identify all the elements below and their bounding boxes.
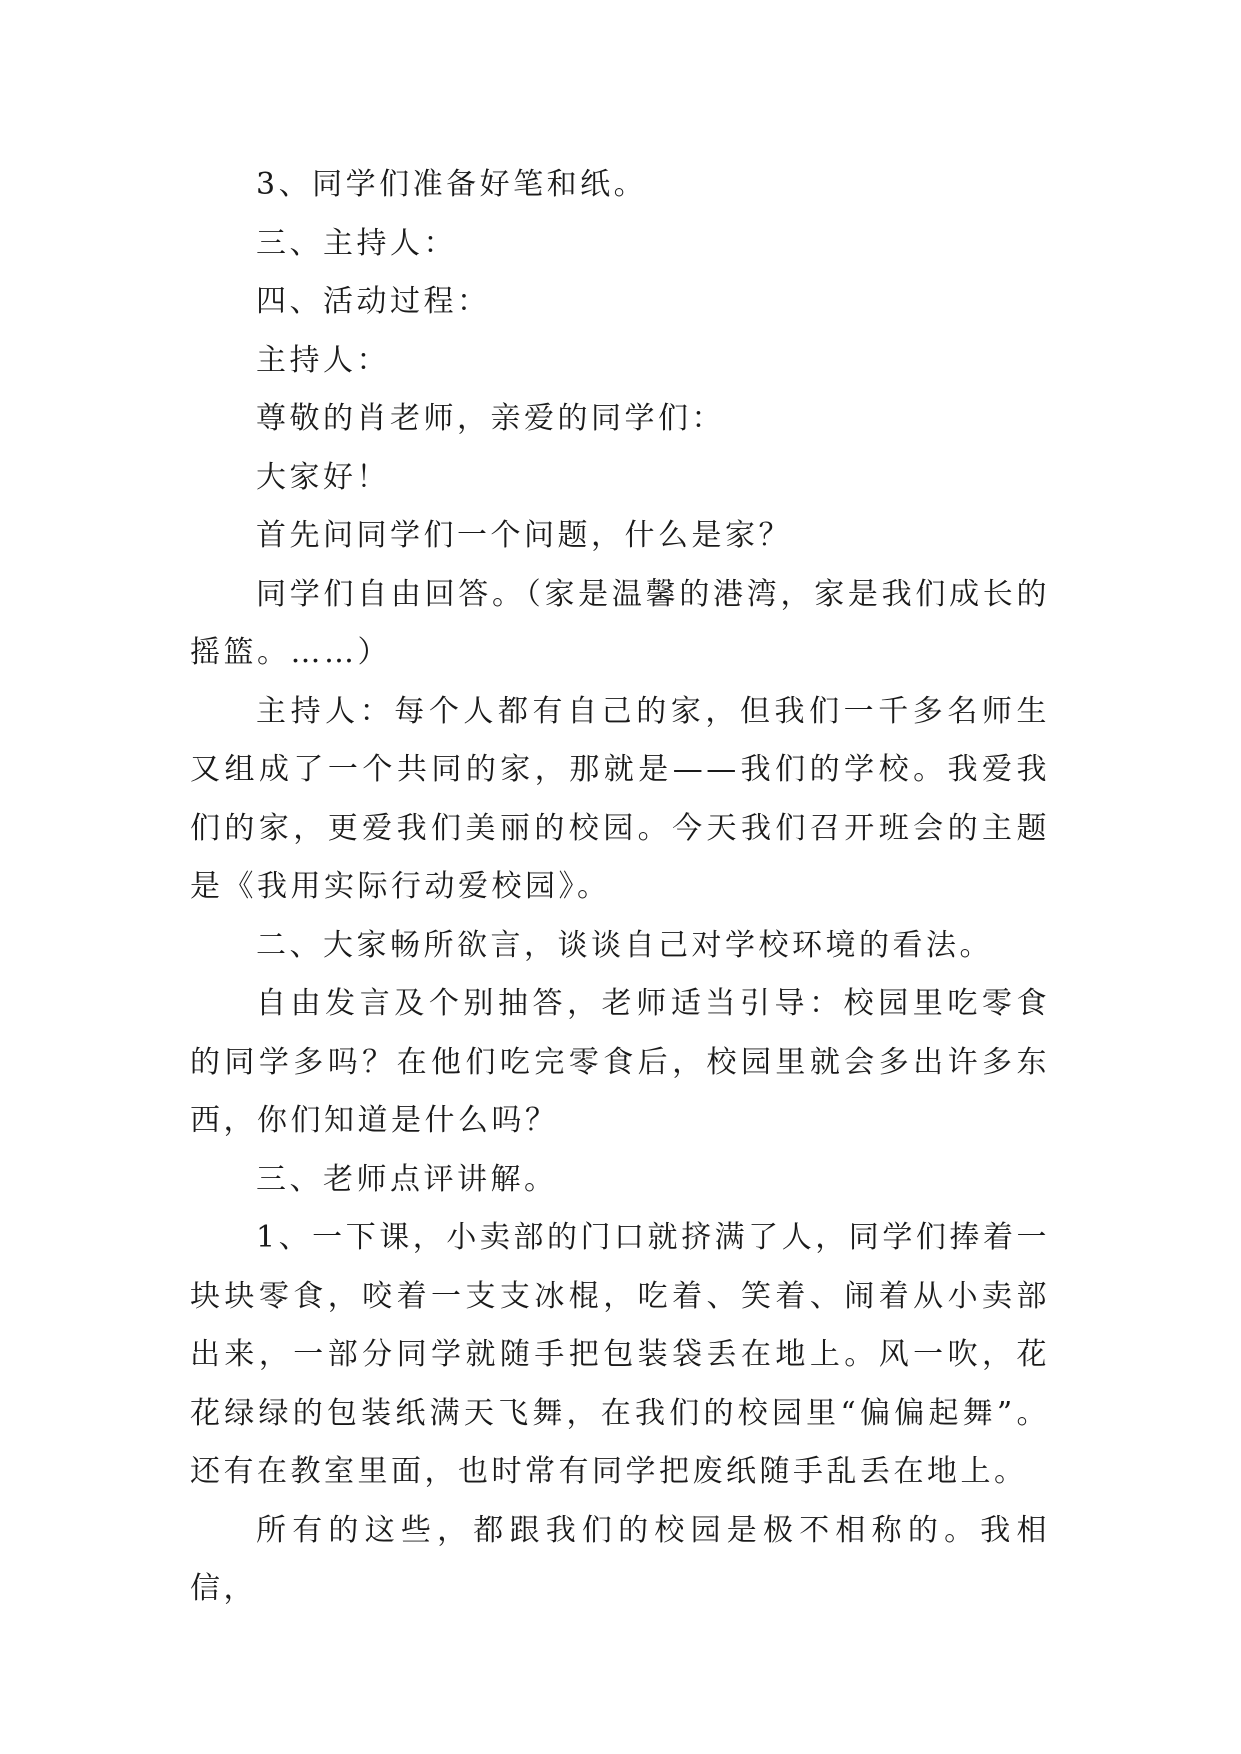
paragraph-greeting: 尊敬的肖老师，亲爱的同学们：: [256, 401, 725, 436]
paragraph-question: 首先问同学们一个问题，什么是家？: [256, 518, 792, 553]
paragraph-activity-heading: 四、活动过程：: [256, 284, 491, 319]
paragraph-host-intro: 主持人：每个人都有自己的家，但我们一千多名师生又组成了一个共同的家，那就是——我们的学校。我爱我们的家，更爱我们美丽的校园。今天我们召开班会的主题是《我用实际行动爱校园》。: [190, 693, 1050, 904]
paragraph-answers: 同学们自由回答。（家是温馨的港湾，家是我们成长的摇篮。……）: [190, 576, 1050, 670]
paragraph-discussion-heading: 二、大家畅所欲言，谈谈自己对学校环境的看法。: [256, 927, 993, 963]
paragraph-free-speech: 自由发言及个别抽答，老师适当引导：校园里吃零食的同学多吗？在他们吃完零食后，校园里就会多出许多东西，你们知道是什么吗？: [190, 986, 1050, 1138]
document-body: [190, 156, 1050, 1619]
paragraph-host-heading: 三、主持人：: [256, 225, 457, 261]
paragraph-prep-item-3: 3、同学们准备好笔和纸。: [256, 167, 648, 202]
paragraph-teacher-heading: 三、老师点评讲解。: [256, 1161, 558, 1197]
paragraph-conclusion: 所有的这些，都跟我们的校园是极不相称的。我相信，: [190, 1512, 1050, 1606]
paragraph-point-1: 1、一下课，小卖部的门口就挤满了人，同学们捧着一块块零食，咬着一支支冰棍，吃着、笑着、闹着从小卖部出来，一部分同学就随手把包装袋丢在地上。风一吹，花花绿绿的包装纸满天飞舞，在我们的校园里“偏偏起舞”。还有在教室里面，也时常有同学把废纸随手乱丢在地上。: [190, 1220, 1050, 1489]
paragraph-host-label: 主持人：: [256, 342, 390, 378]
paragraph-hello: 大家好！: [256, 459, 390, 495]
